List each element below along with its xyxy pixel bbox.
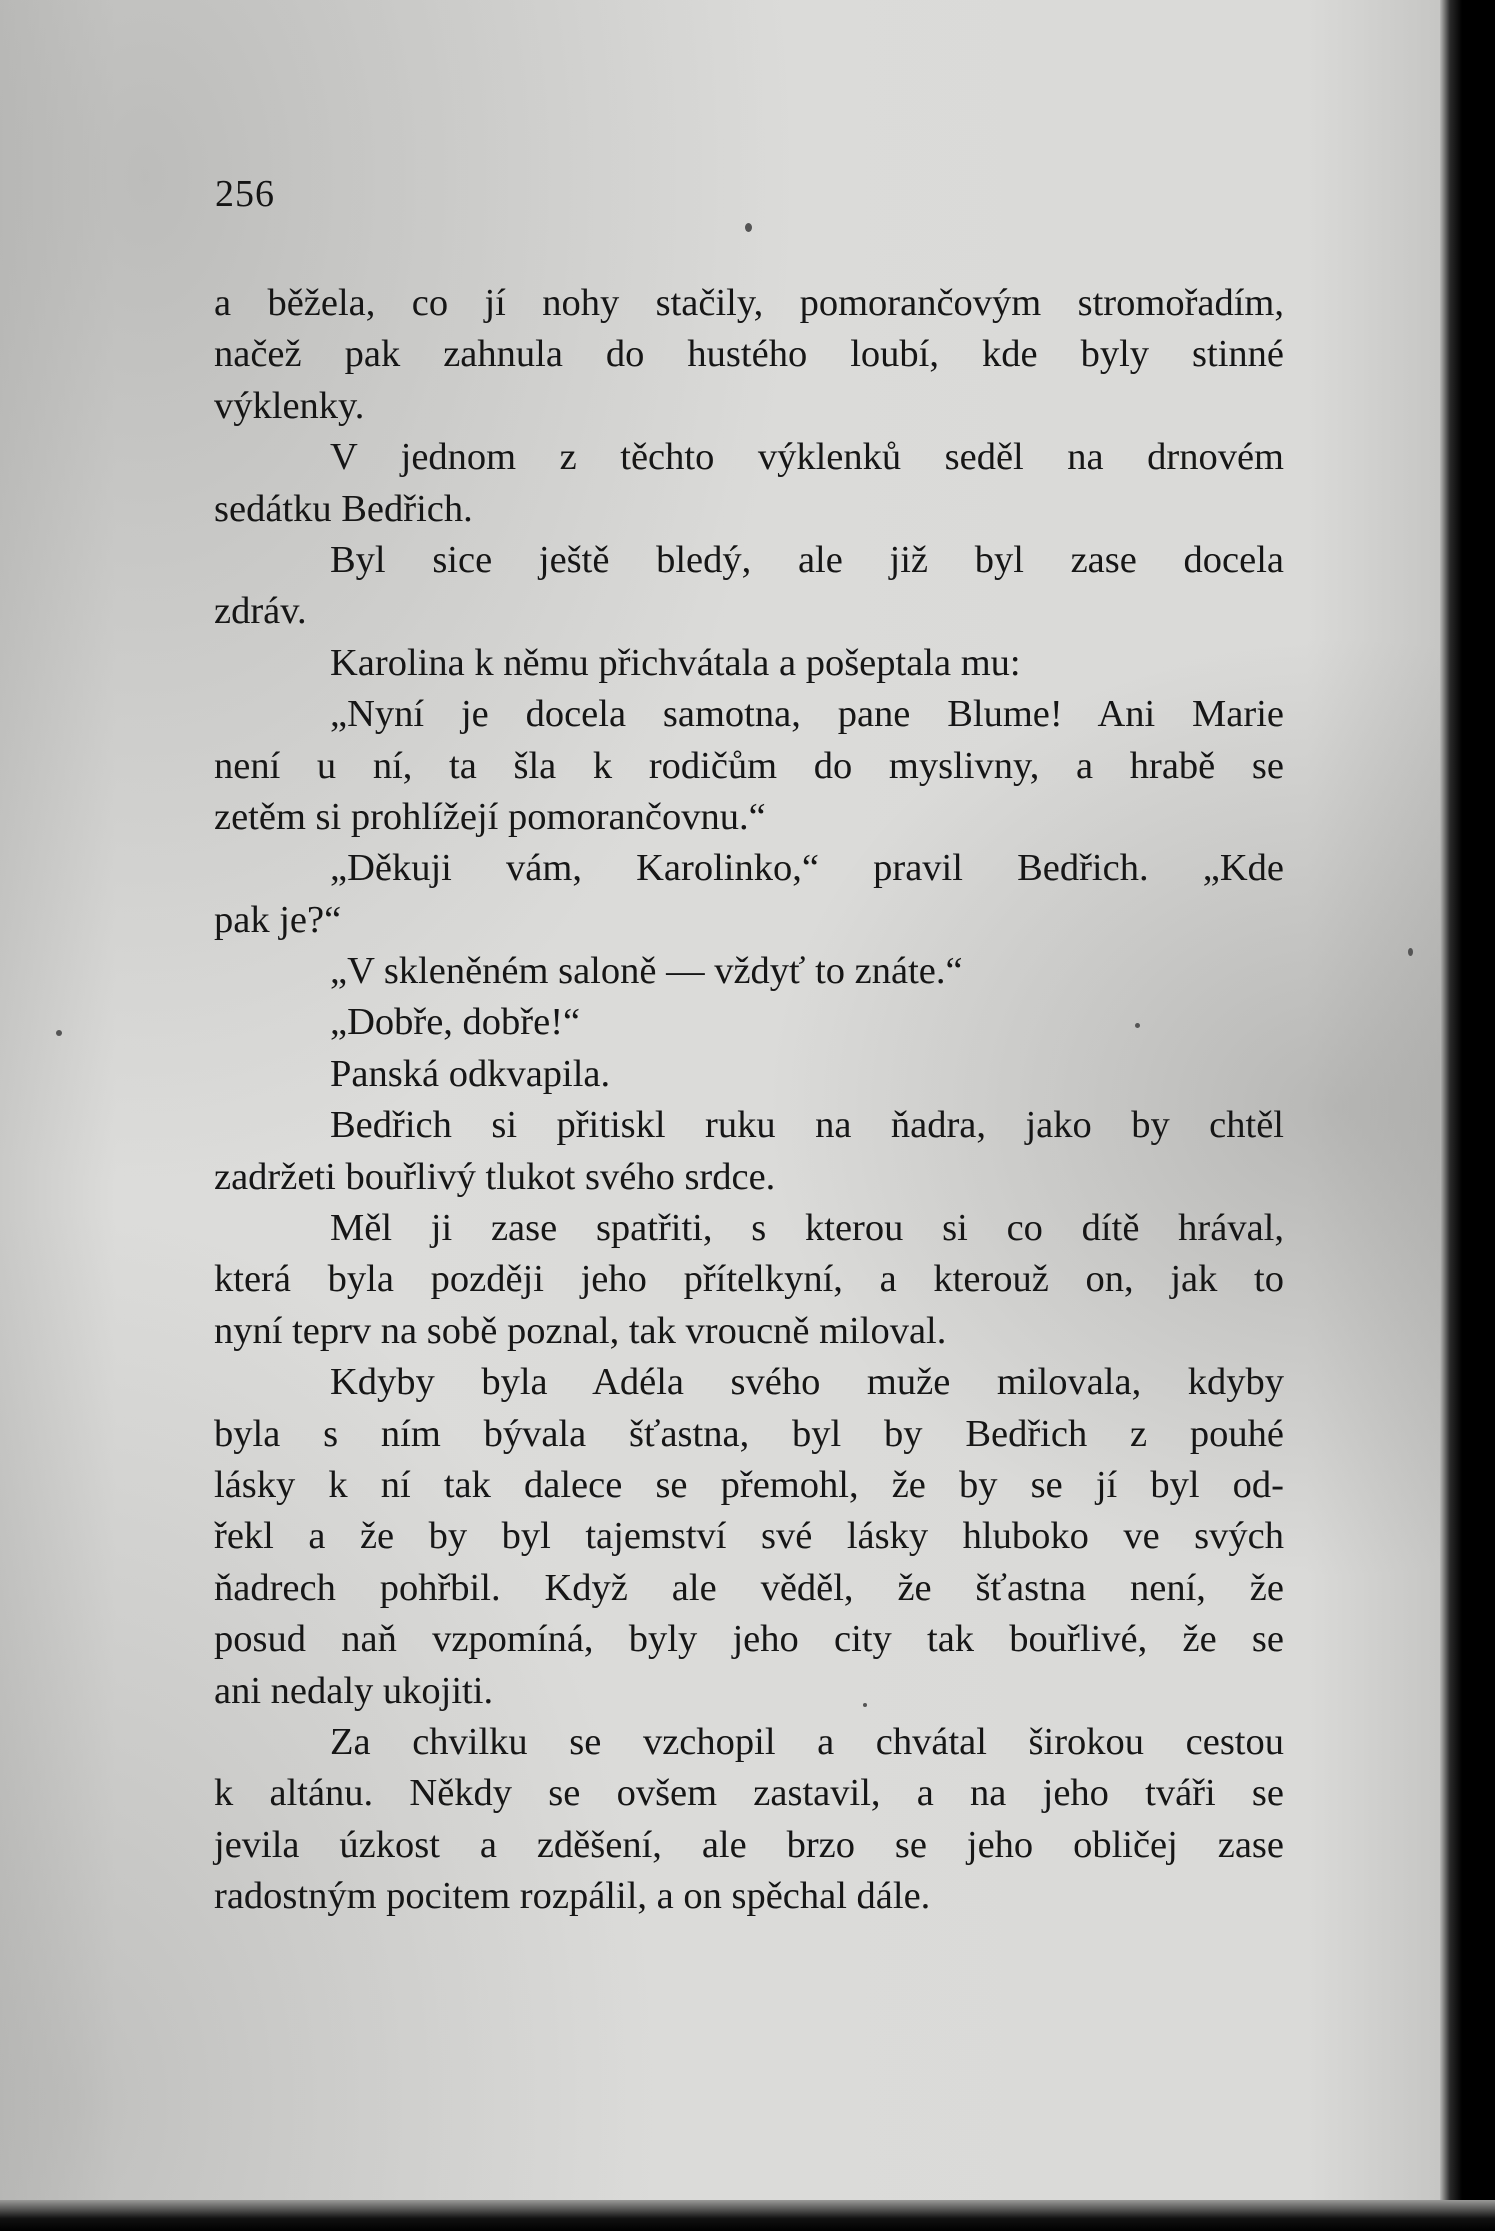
page-bottom-shadow	[0, 2200, 1495, 2231]
page-edge-shadow	[1440, 0, 1462, 2231]
text-line: posud naň vzpomíná, byly jeho city tak bouřlivé, že se	[214, 1618, 1284, 1661]
text-line: jevila úzkost a zděšení, ale brzo se jeho obličej zase	[214, 1823, 1284, 1866]
text-line: lásky k ní tak dalece se přemohl, že by se jí byl od-	[214, 1463, 1284, 1506]
text-line: Karolina k němu přichvátala a pošeptala mu:	[330, 641, 1021, 684]
text-line: výklenky.	[214, 384, 365, 427]
text-line: k altánu. Někdy se ovšem zastavil, a na jeho tváři se	[214, 1772, 1284, 1815]
text-line: Kdyby byla Adéla svého muže milovala, kdyby	[330, 1361, 1284, 1404]
text-line: která byla později jeho přítelkyní, a kterouž on, jak to	[214, 1258, 1284, 1301]
text-line: Měl ji zase spatřiti, s kterou si co dítě hrával,	[330, 1207, 1284, 1250]
paper-speck	[1408, 948, 1413, 956]
text-line: „Děkuji vám, Karolinko,“ pravil Bedřich. „Kde	[330, 847, 1284, 890]
text-line: zdráv.	[214, 590, 307, 633]
paper-speck	[863, 1703, 867, 1707]
text-line: byla s ním bývala šťastna, byl by Bedřich z pouhé	[214, 1412, 1284, 1455]
paper-speck	[56, 1030, 62, 1036]
text-line: Bedřich si přitiskl ruku na ňadra, jako by chtěl	[330, 1104, 1284, 1147]
page-number: 256	[215, 173, 275, 215]
text-line: nyní teprv na sobě poznal, tak vroucně miloval.	[214, 1309, 947, 1352]
text-line: radostným pocitem rozpálil, a on spěchal dále.	[214, 1875, 931, 1918]
text-line: sedátku Bedřich.	[214, 487, 473, 530]
paper-speck	[1135, 1023, 1140, 1028]
text-line: ňadrech pohřbil. Když ale věděl, že šťastna není, že	[214, 1566, 1284, 1609]
text-line: není u ní, ta šla k rodičům do myslivny, a hrabě se	[214, 744, 1284, 787]
paper-speck	[745, 223, 752, 232]
body-text	[214, 278, 1284, 1923]
text-line: zadržeti bouřlivý tlukot svého srdce.	[214, 1155, 776, 1198]
text-line: V jednom z těchto výklenků seděl na drnovém	[330, 436, 1284, 479]
text-line: řekl a že by byl tajemství své lásky hluboko ve svých	[214, 1515, 1284, 1558]
text-line: a běžela, co jí nohy stačily, pomorančovým stromořadím,	[214, 282, 1284, 324]
text-line: Za chvilku se vzchopil a chvátal širokou cestou	[330, 1720, 1284, 1763]
text-line: Panská odkvapila.	[330, 1052, 611, 1095]
text-line: Byl sice ještě bledý, ale již byl zase docela	[330, 538, 1284, 581]
text-line: „V skleněném saloně — vždyť to znáte.“	[330, 950, 963, 993]
text-line: pak je?“	[214, 898, 342, 941]
text-line: „Nyní je docela samotna, pane Blume! Ani Marie	[330, 693, 1284, 736]
text-line: „Dobře, dobře!“	[330, 1001, 581, 1044]
text-line: zetěm si prohlížejí pomorančovnu.“	[214, 795, 766, 838]
text-line: načež pak zahnula do hustého loubí, kde byly stinné	[214, 333, 1284, 376]
text-line: ani nedaly ukojiti.	[214, 1669, 494, 1712]
